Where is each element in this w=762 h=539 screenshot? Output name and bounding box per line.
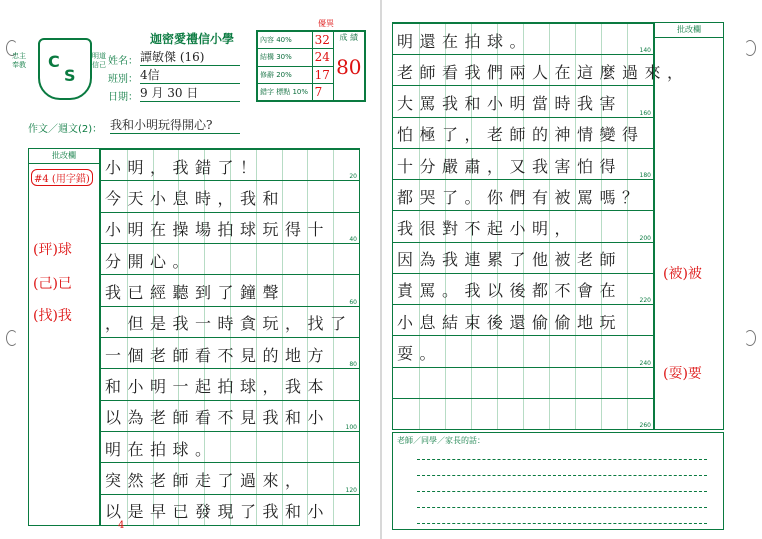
row-number: 180 (639, 172, 651, 180)
feedback-line (417, 491, 707, 492)
row-text: 老師看我們兩人在這麼過來， (397, 62, 690, 82)
grid-row (101, 494, 359, 526)
grade-label: 結構 30% (258, 49, 313, 66)
essay-label: 作文／週文(2)： (28, 124, 103, 135)
row-text: 十分嚴肅，又我害怕得 (397, 156, 623, 176)
school-name: 迦密愛禮信小學 (150, 32, 235, 46)
grid-row (101, 337, 359, 369)
total-header: 成 績 (339, 33, 359, 42)
writing-grid-left (100, 148, 360, 526)
correction-note: (己)已 (33, 276, 72, 292)
grid-row (393, 335, 653, 367)
correction-note: (耍)要 (663, 366, 702, 382)
feedback-line (417, 475, 707, 476)
row-text: 明在拍球。 (105, 439, 218, 459)
grade-score: 7 (312, 83, 333, 100)
row-text: 今天小息時，我和 (105, 188, 286, 208)
correction-note: #4 (用字錯) (31, 169, 93, 186)
grid-row (101, 368, 359, 400)
row-text: 責罵。我以後都不會在 (397, 281, 623, 301)
feedback-line (417, 459, 707, 460)
grade-score: 24 (312, 49, 333, 66)
grid-row (101, 400, 359, 432)
correction-header: 批改欄 (655, 23, 723, 38)
row-number: 80 (349, 361, 357, 369)
grid-row (393, 210, 653, 242)
row-number: 60 (349, 298, 357, 306)
row-text: 明還在拍球。 (397, 31, 533, 51)
grade-label: 錯字 標點 10% (258, 83, 313, 100)
grid-row (393, 85, 653, 117)
grid-row (393, 304, 653, 336)
school-logo: C S (38, 38, 92, 100)
name-label: 姓名： (108, 56, 138, 67)
row-number: 240 (639, 359, 651, 367)
row-text: 突然老師走了過來， (105, 470, 308, 490)
row-number: 160 (639, 109, 651, 117)
row-number: 220 (639, 297, 651, 305)
essay-title: 我和小明玩得開心? (110, 116, 240, 134)
grid-row (393, 398, 653, 430)
row-number: 140 (639, 47, 651, 55)
grid-row (393, 117, 653, 149)
bottom-mark: 4 (118, 520, 125, 531)
grid-row (393, 242, 653, 274)
correction-column (654, 22, 724, 430)
grid-row (393, 148, 653, 180)
binder-hole (6, 330, 18, 346)
correction-note: (找)我 (33, 308, 72, 324)
class-label: 班別： (108, 74, 138, 85)
grade-label: 內容 40% (258, 32, 313, 49)
correction-note: (玶)球 (33, 242, 72, 258)
row-text: 一個老師看不見的地方 (105, 345, 331, 365)
grade-score: 32 (312, 32, 333, 49)
binder-hole (744, 330, 756, 346)
row-text: 都哭了。你們有被罵嗎？ (397, 187, 645, 207)
feedback-line (417, 507, 707, 508)
grid-row (101, 274, 359, 306)
grid-row (101, 431, 359, 463)
grid-row (101, 212, 359, 244)
grade-table (256, 30, 366, 102)
total-score: 80 (336, 55, 362, 79)
row-number: 100 (345, 423, 357, 431)
row-text: 小明，我錯了！ (105, 157, 263, 177)
row-text: 我很對不起小明， (397, 218, 578, 238)
binder-hole (744, 40, 756, 56)
page-fold (380, 0, 382, 539)
row-number: 120 (345, 486, 357, 494)
row-text: 小明在操場拍球玩得十 (105, 220, 331, 240)
grade-label: 修辭 20% (258, 66, 313, 83)
row-text: 耍。 (397, 343, 443, 363)
row-number: 40 (349, 235, 357, 243)
grid-row (393, 367, 653, 399)
correction-column (28, 148, 100, 526)
row-text: 因為我連累了他被老師 (397, 250, 623, 270)
grid-row (393, 273, 653, 305)
row-text: 怕極了，老師的神情變得 (397, 125, 645, 145)
grid-row (101, 180, 359, 212)
row-number: 200 (639, 234, 651, 242)
motto-left: 忠主奉教 (12, 52, 26, 69)
row-text: ，但是我一時貪玩，找了 (105, 314, 353, 334)
grid-row (101, 243, 359, 275)
grid-row (393, 54, 690, 86)
grid-row (101, 306, 359, 338)
row-text: 小息結束後還偷偷地玩 (397, 312, 623, 332)
motto-right: 明道信己 (92, 52, 106, 69)
date-label: 日期： (108, 92, 138, 103)
date-value: 9 月 30 日 (140, 84, 240, 102)
correction-note: (被)被 (663, 266, 702, 282)
row-number: 260 (639, 421, 651, 429)
grid-row (393, 179, 653, 211)
row-text: 以是早已發現了我和小 (105, 502, 331, 522)
row-text: 大罵我和小明當時我害 (397, 94, 623, 114)
row-text: 我已經聽到了鐘聲 (105, 282, 286, 302)
row-text: 分開心。 (105, 251, 196, 271)
class-value: 4信 (140, 66, 240, 84)
row-text: 和小明一起拍球，我本 (105, 376, 331, 396)
feedback-line (417, 523, 707, 524)
grid-row (393, 23, 653, 55)
grid-row (101, 149, 359, 181)
grade-score: 17 (312, 66, 333, 83)
correction-header: 批改欄 (29, 149, 99, 164)
row-number: 20 (349, 173, 357, 181)
row-text: 以為老師看不見我和小 (105, 408, 331, 428)
top-note: 優異 (318, 19, 334, 28)
feedback-box (392, 432, 724, 530)
feedback-label: 老師／同學／家長的話： (397, 436, 485, 445)
name-value: 譚敏傑 (16) (140, 48, 240, 66)
grid-row (101, 462, 359, 494)
